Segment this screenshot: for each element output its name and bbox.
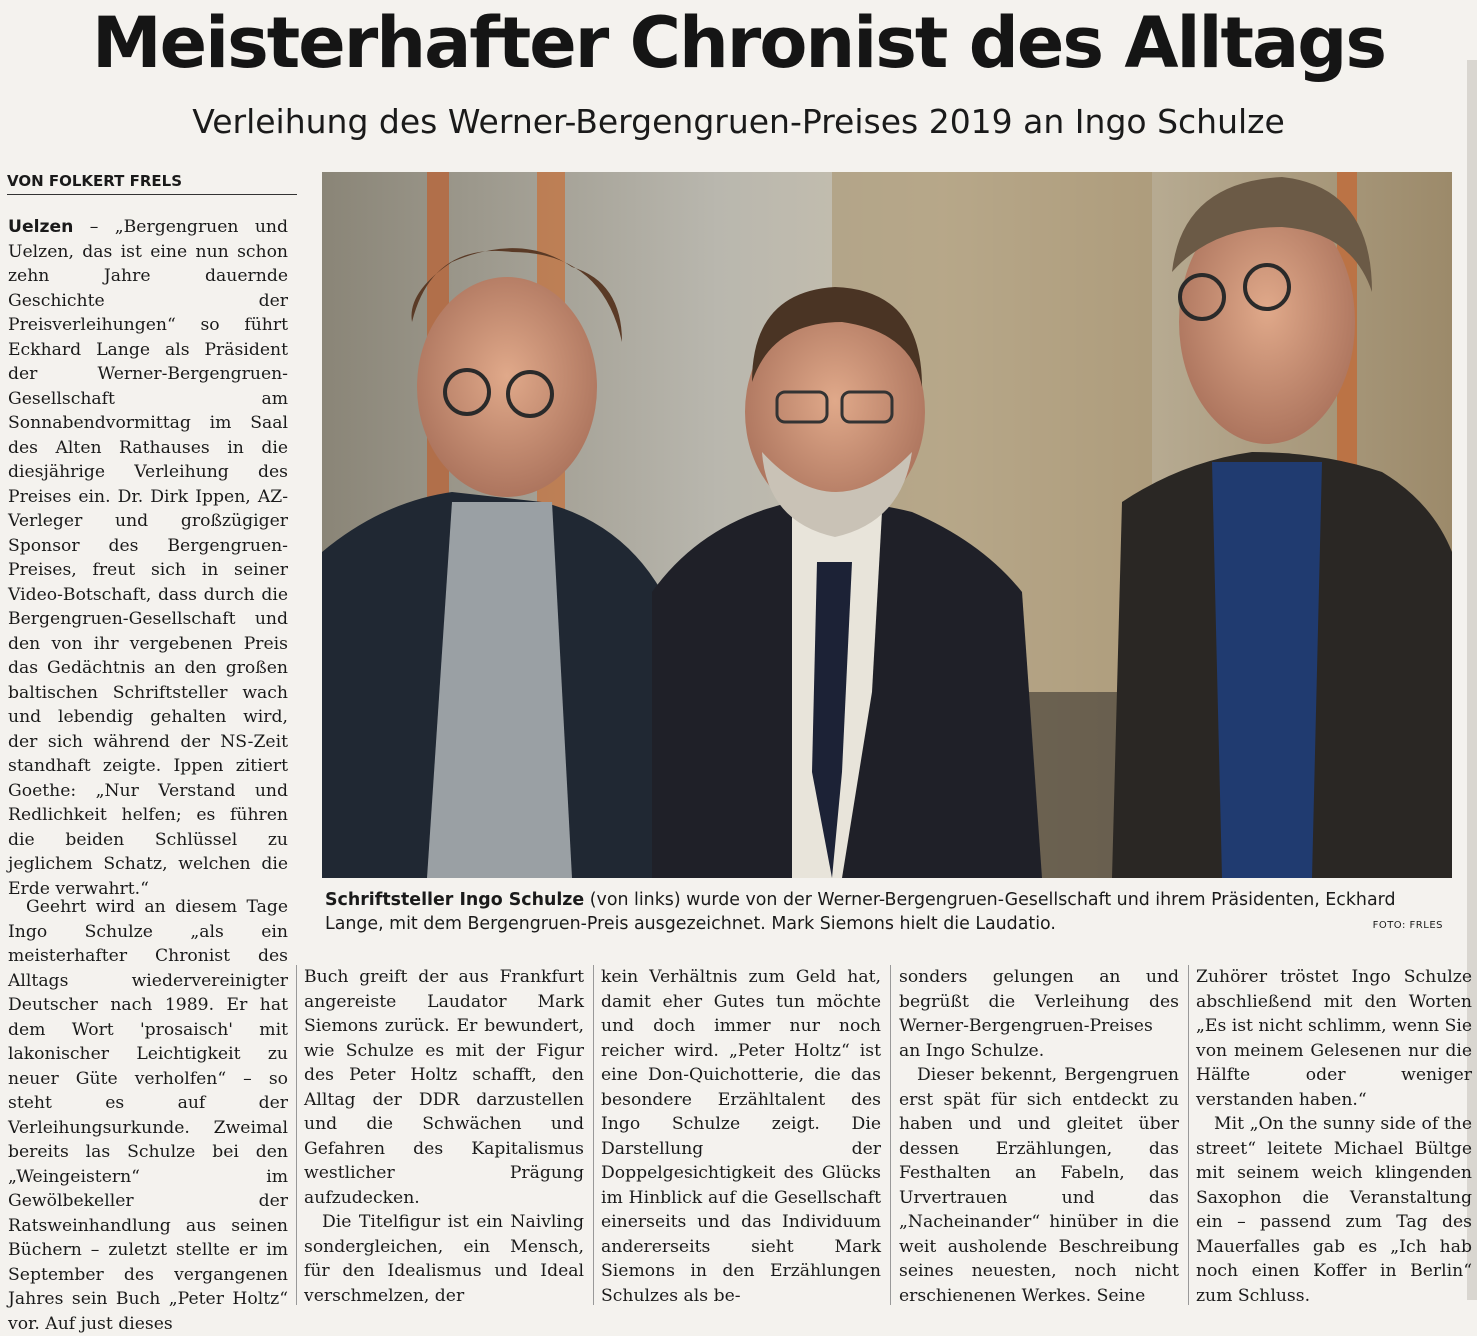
article-paragraph: kein Verhältnis zum Geld hat, damit eher Gutes tun möchte und doch immer nur noch reicher wird. „Peter Holtz“ ist eine Don-Quichotterie, die das besondere Erzähltalent des Ingo Schulze zeigt. Die Darstellung der Doppelgesichtigkeit des Glücks im Hinblick auf die Gesellschaft einerseits und das Individuum andererseits sieht Mark Siemons in den Erzählungen Schulzes als be- [601,967,881,1306]
article-paragraph: Geehrt wird an diesem Tage Ingo Schulze „als ein meisterhafter Chronist des Alltags wiedervereinigter Deutscher nach 1989. Er hat dem Wort 'prosaisch' mit lakonischer Leichtigkeit zu neuer Güte verholfen“ – so steht es auf der Verleihungsurkunde. Zweimal bereits las Schulze bei den „Weingeistern“ im Gewölbekeller der Ratsweinhandlung aus seinen Büchern – zuletzt stellte er im September des vergangenen Jahres sein Buch „Peter Holtz“ vor. Auf just dieses [8,897,288,1334]
photo-caption [325,888,1450,936]
article-paragraph: Buch greift der aus Frankfurt angereiste Laudator Mark Siemons zurück. Er bewundert, wie Schulze es mit der Figur des Peter Holtz schafft, den Alltag der DDR darzustellen und die Schwächen und Gefahren des Kapitalismus westlicher Prägung aufzudecken. [304,967,584,1208]
article-paragraph: Zuhörer tröstet Ingo Schulze abschließend mit den Worten „Es ist nicht schlimm, wenn Sie von meinem Gelesenen nur die Hälfte oder weniger verstanden haben.“ [1196,967,1473,1110]
column-divider [593,965,594,1305]
article-column-4 [899,965,1179,1308]
event-photo [322,172,1452,878]
article-dateline: Uelzen [8,217,74,237]
photo-credit: FOTO: FRLES [1372,920,1443,931]
article-column-2 [304,965,584,1308]
caption-text: (von links) wurde von der Werner-Bergengruen-Gesellschaft und ihrem Präsidenten, Eckhard Lange, mit dem Bergengruen-Preis ausgezeichnet. Mark Siemons hielt die Laudatio. [325,890,1396,934]
article-byline: VON FOLKERT FRELS [7,172,297,195]
article-paragraph: sonders gelungen an und begrüßt die Verleihung des Werner-Bergengruen-Preises an Ingo Schulze. [899,967,1179,1061]
caption-bold: Schriftsteller Ingo Schulze [325,890,585,910]
column-divider [296,965,297,1305]
column-divider [890,965,891,1305]
article-text: – „Bergengruen und Uelzen, das ist eine nun schon zehn Jahre dauernde Geschichte der Preisverleihungen“ so führt Eckhard Lange als Präsident der Werner-Bergengruen-Gesellschaft am Sonnabendvormittag im Saal des Alten Rathauses in die diesjährige Verleihung des Preises ein. Dr. Dirk Ippen, AZ-Verleger und großzügiger Sponsor des Bergengruen-Preises, freut sich in seiner Video-Botschaft, dass durch die Bergengruen-Gesellschaft und den von ihr vergebenen Preis das Gedächtnis an den großen baltischen Schriftsteller wach und lebendig gehalten wird, der sich während der NS-Zeit standhaft zeigte. Ippen zitiert Goethe: „Nur Verstand und Redlichkeit helfen; es führen die beiden Schlüssel zu jeglichem Schatz, welchen die Erde verwahrt.“ [8,217,288,899]
article-paragraph [8,215,288,901]
article-column-3 [601,965,881,1308]
photo-illustration [322,172,1452,878]
article-column-1 [8,215,288,901]
column-divider [1188,965,1189,1305]
article-paragraph: Die Titelfigur ist ein Naivling sondergleichen, ein Mensch, für den Idealismus und Ideal verschmelzen, der [304,1212,584,1306]
article-column-1-continued [8,895,288,1336]
article-column-5 [1196,965,1472,1308]
article-subheadline: Verleihung des Werner-Bergengruen-Preises 2019 an Ingo Schulze [192,102,1285,141]
article-paragraph: Mit „On the sunny side of the street“ leitete Michael Bültge mit seinem weich klingenden Saxophon die Veranstaltung ein – passend zum Tag des Mauerfalles gab es „Ich hab noch einen Koffer in Berlin“ zum Schluss. [1196,1114,1472,1306]
article-paragraph: Dieser bekennt, Bergengruen erst spät für sich entdeckt zu haben und und gleitet über dessen Erzählungen, das Festhalten an Fabeln, das Urvertrauen und das „Nacheinander“ hinüber in die weit ausholende Beschreibung seines neuesten, noch nicht erschienenen Werkes. Seine [899,1065,1179,1306]
article-headline: Meisterhafter Chronist des Alltags [91,2,1385,84]
